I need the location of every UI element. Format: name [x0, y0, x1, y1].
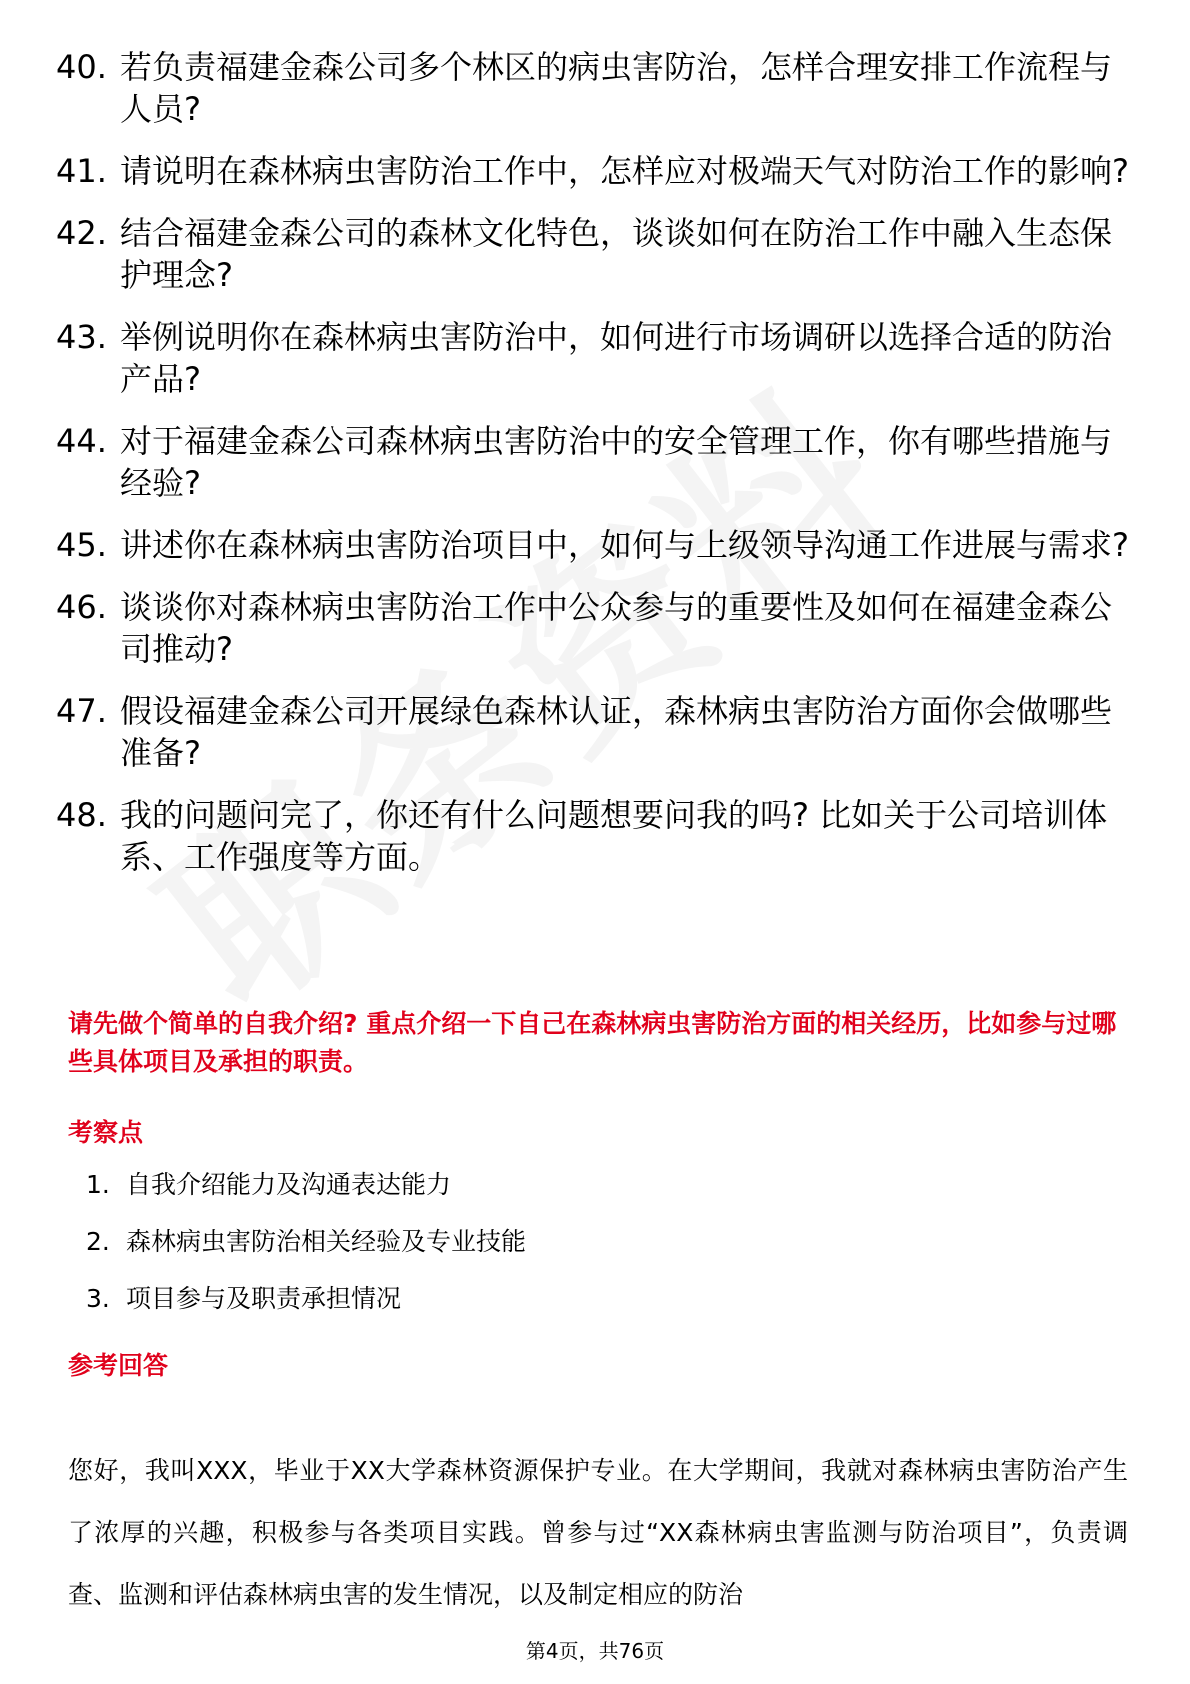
question-text: 假设福建金森公司开展绿色森林认证，森林病虫害防治方面你会做哪些准备? — [120, 692, 1113, 772]
question-number: 40. — [56, 48, 107, 86]
list-item — [86, 1280, 1086, 1318]
question-number: 41. — [56, 152, 107, 190]
list-item — [56, 316, 1136, 400]
question-text: 讲述你在森林病虫害防治项目中，如何与上级领导沟通工作进展与需求? — [120, 526, 1129, 564]
question-number: 45. — [56, 526, 107, 564]
list-item — [56, 524, 1136, 566]
featured-question: 请先做个简单的自我介绍? 重点介绍一下自己在森林病虫害防治方面的相关经历，比如参与过哪些具体项目及承担的职责。 — [68, 1009, 1117, 1076]
assessment-title: 考察点 — [68, 1118, 144, 1147]
point-number: 1. — [86, 1170, 110, 1199]
point-text: 项目参与及职责承担情况 — [126, 1284, 402, 1313]
point-text: 自我介绍能力及沟通表达能力 — [126, 1170, 452, 1199]
list-item — [56, 794, 1136, 878]
point-number: 2. — [86, 1227, 110, 1256]
assessment-points — [86, 1166, 1086, 1337]
question-text: 请说明在森林病虫害防治工作中，怎样应对极端天气对防治工作的影响? — [120, 152, 1129, 190]
question-number: 44. — [56, 422, 107, 460]
list-item — [56, 212, 1136, 296]
page-footer: 第4页，共76页 — [525, 1639, 665, 1663]
question-text: 举例说明你在森林病虫害防治中，如何进行市场调研以选择合适的防治产品? — [120, 318, 1113, 398]
question-text: 若负责福建金森公司多个林区的病虫害防治，怎样合理安排工作流程与人员? — [120, 48, 1113, 128]
question-text: 我的问题问完了，你还有什么问题想要问我的吗? 比如关于公司培训体系、工作强度等方面。 — [120, 796, 1108, 876]
list-item — [56, 46, 1136, 130]
list-item — [56, 690, 1136, 774]
point-text: 森林病虫害防治相关经验及专业技能 — [126, 1227, 527, 1256]
question-list — [56, 46, 1136, 898]
point-number: 3. — [86, 1284, 110, 1313]
list-item — [86, 1166, 1086, 1204]
list-item — [86, 1223, 1086, 1261]
reference-answer: 您好，我叫XXX，毕业于XX大学森林资源保护专业。在大学期间，我就对森林病虫害防治产生了浓厚的兴趣，积极参与各类项目实践。曾参与过“XX森林病虫害监测与防治项目”，负责调查、监测和评估森林病虫害的发生情况，以及制定相应的防治 — [68, 1456, 1128, 1609]
question-text: 对于福建金森公司森林病虫害防治中的安全管理工作，你有哪些措施与经验? — [120, 422, 1113, 502]
question-number: 47. — [56, 692, 107, 730]
question-number: 46. — [56, 588, 107, 626]
question-number: 48. — [56, 796, 107, 834]
list-item — [56, 420, 1136, 504]
question-text: 谈谈你对森林病虫害防治工作中公众参与的重要性及如何在福建金森公司推动? — [120, 588, 1113, 668]
question-number: 43. — [56, 318, 107, 356]
list-item — [56, 586, 1136, 670]
question-text: 结合福建金森公司的森林文化特色，谈谈如何在防治工作中融入生态保护理念? — [120, 214, 1113, 294]
reference-title: 参考回答 — [68, 1351, 169, 1380]
question-number: 42. — [56, 214, 107, 252]
list-item — [56, 150, 1136, 192]
